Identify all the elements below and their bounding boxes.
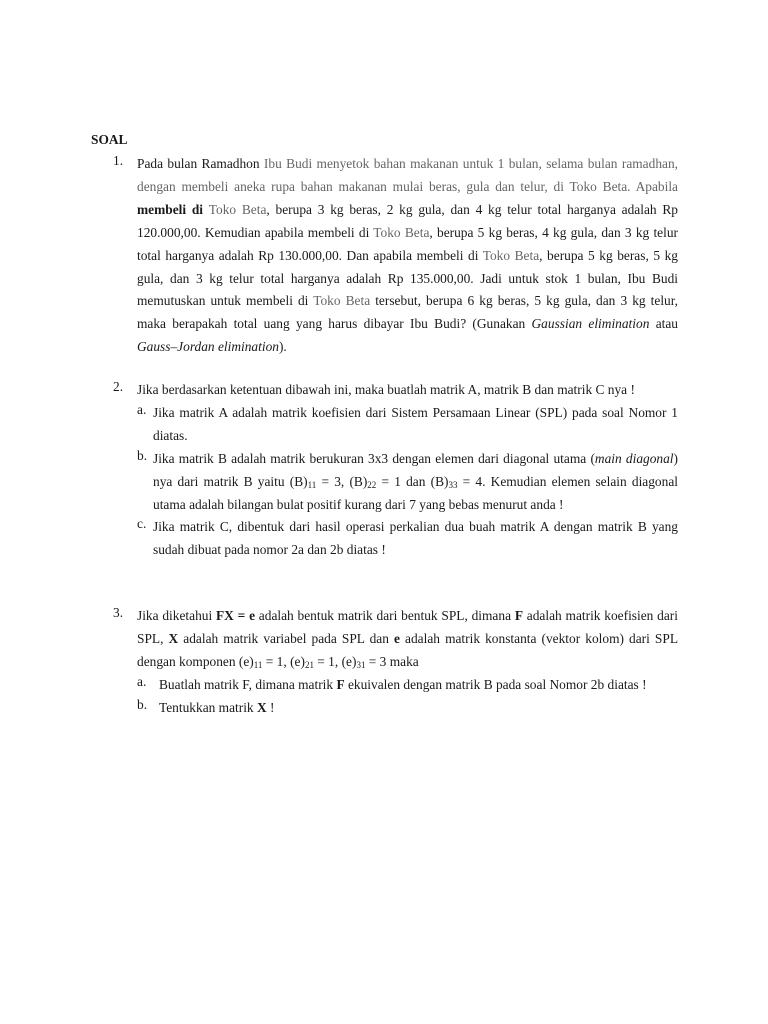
question-1-text: Pada bulan Ramadhon Ibu Budi menyetok bahan makanan untuk 1 bulan, selama bulan ramadhan, dengan membeli aneka rupa bahan makanan mulai beras, gula dan telur, di Toko Beta. Apabila membeli di Toko Beta, berupa 3 kg beras, 2 kg gula, dan 4 kg telur total harganya adalah Rp 120.000,00. Kemudian apabila membeli di Toko Beta, berupa 5 kg beras, 4 kg gula, dan 3 kg telur total harganya adalah Rp 130.000,00. Dan apabila membeli di Toko Beta, berupa 5 kg beras, 5 kg gula, dan 3 kg telur total harganya adalah Rp 135.000,00. Jadi untuk stok 1 bulan, Ibu Budi memutuskan untuk membeli di Toko Beta tersebut, berupa 6 kg beras, 5 kg gula, dan 3 kg telur, maka berapakah total uang yang harus dibayar Ibu Budi? (Gunakan Gaussian elimination atau Gauss–Jordan elimination).	[137, 156, 679, 355]
question-3b-text: Tentukkan matrik X !	[159, 699, 275, 715]
question-2b	[137, 448, 678, 517]
question-3b	[137, 697, 678, 720]
question-2b-label: b.	[137, 447, 148, 463]
page-title: SOAL	[91, 132, 128, 147]
question-3a-text: Buatlah matrik F, dimana matrik F ekuivalen dengan matrik B pada soal Nomor 2b diatas !	[159, 676, 647, 692]
question-3a-label: a.	[137, 673, 147, 689]
question-3-text: Jika diketahui FX = e adalah bentuk matrik dari bentuk SPL, dimana F adalah matrik koefisien dari SPL, X adalah matrik variabel pada SPL dan e adalah matrik konstanta (vektor kolom) dari SPL dengan komponen $(e)_{11} = 1$, $(e)_{21} = 1$, $(e)_{31} = 3$ maka	[137, 608, 679, 670]
question-2a-text: Jika matrik A adalah matrik koefisien dari Sistem Persamaan Linear (SPL) pada soal Nomor 1 diatas.	[153, 404, 678, 443]
question-2c-text: Jika matrik C, dibentuk dari hasil operasi perkalian dua buah matrik A dengan matrik B yang sudah dibuat pada nomor 2a dan 2b diatas !	[153, 519, 678, 558]
question-3-number: 3.	[113, 605, 124, 620]
question-2a	[137, 402, 678, 448]
question-2-text: Jika berdasarkan ketentuan dibawah ini, maka buatlah matrik A, matrik B dan matrik C nya !	[137, 382, 635, 397]
question-2	[91, 379, 678, 562]
question-3b-label: b.	[137, 696, 148, 712]
question-3a	[137, 674, 678, 697]
question-2c-label: c.	[137, 516, 147, 532]
question-2a-label: a.	[137, 401, 147, 417]
question-3	[91, 605, 678, 720]
question-2c	[137, 516, 678, 562]
question-2b-text: Jika matrik B adalah matrik berukuran 3x3 dengan elemen dari diagonal utama (main diagonal) nya dari matrik B yaitu $(B)_{11} = 3$, $(B)_{22} = 1$ dan $(B)_{33} = 4$. Kemudian elemen selain diagonal utama adalah bilangan bulat positif kurang dari 7 yang bebas menurut anda !	[153, 450, 678, 512]
question-2-number: 2.	[113, 379, 124, 394]
question-1	[91, 153, 678, 359]
question-1-number: 1.	[113, 153, 124, 168]
